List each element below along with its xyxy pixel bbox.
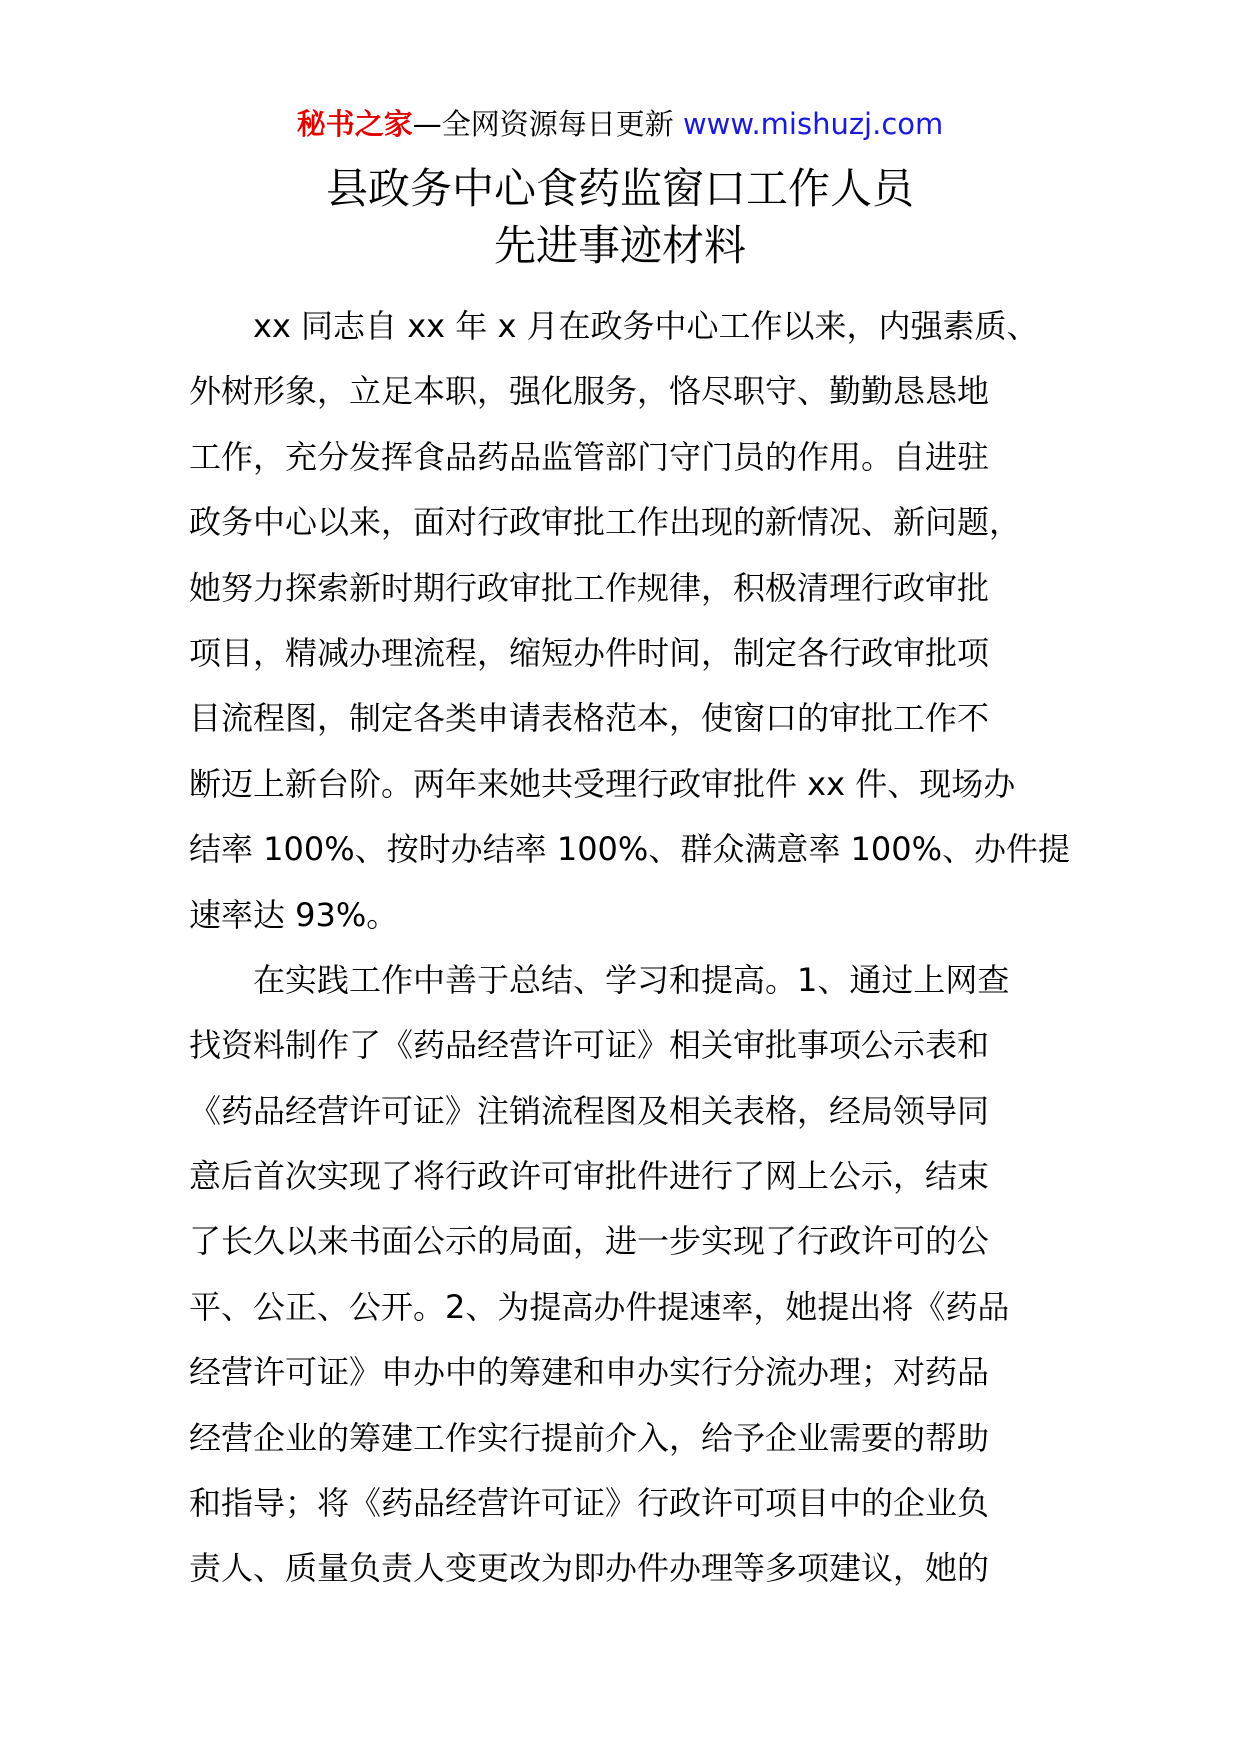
body-line: xx 同志自 xx 年 x 月在政务中心工作以来，内强素质、 (253, 307, 1039, 345)
document-title (0, 160, 1240, 274)
body-line: 外树形象，立足本职，强化服务，恪尽职守、勤勤恳恳地 (189, 372, 990, 411)
body-line: 经营许可证》申办中的筹建和申办实行分流办理；对药品 (189, 1353, 990, 1392)
body-line: 平、公正、公开。2、为提高办件提速率，她提出将《药品 (189, 1287, 1010, 1326)
site-url-link[interactable]: www.mishuzj.com (682, 107, 944, 141)
body-line: 目流程图，制定各类申请表格范本，使窗口的审批工作不 (189, 699, 990, 738)
body-line: 责人、质量负责人变更改为即办件办理等多项建议，她的 (189, 1549, 990, 1588)
body-line: 速率达 93%。 (189, 895, 399, 934)
brand-name: 秘书之家 (296, 107, 413, 141)
document-body (189, 294, 1070, 1602)
body-line: 断迈上新台阶。两年来她共受理行政审批件 xx 件、现场办 (189, 764, 1016, 803)
body-line: 她努力探索新时期行政审批工作规律，积极清理行政审批 (189, 568, 990, 607)
body-line: 意后首次实现了将行政许可审批件进行了网上公示，结束 (189, 1157, 990, 1196)
body-line: 《药品经营许可证》注销流程图及相关表格，经局领导同 (189, 1091, 990, 1130)
header-tagline: —全网资源每日更新 (412, 107, 674, 141)
body-line: 和指导；将《药品经营许可证》行政许可项目中的企业负 (189, 1484, 990, 1523)
body-line: 工作，充分发挥食品药品监管部门守门员的作用。自进驻 (189, 437, 990, 476)
body-line: 结率 100%、按时办结率 100%、群众满意率 100%、办件提 (189, 830, 1070, 869)
title-line-2: 先进事迹材料 (493, 221, 746, 270)
body-line: 了长久以来书面公示的局面，进一步实现了行政许可的公 (189, 1222, 990, 1261)
body-line: 项目，精减办理流程，缩短办件时间，制定各行政审批项 (189, 633, 990, 672)
body-line: 找资料制作了《药品经营许可证》相关审批事项公示表和 (189, 1026, 990, 1065)
header-banner (0, 104, 1240, 144)
body-line: 在实践工作中善于总结、学习和提高。1、通过上网查 (253, 960, 1010, 999)
title-line-1: 县政务中心食药监窗口工作人员 (325, 164, 914, 213)
body-line: 经营企业的筹建工作实行提前介入，给予企业需要的帮助 (189, 1418, 990, 1457)
body-line: 政务中心以来，面对行政审批工作出现的新情况、新问题， (189, 503, 1022, 542)
